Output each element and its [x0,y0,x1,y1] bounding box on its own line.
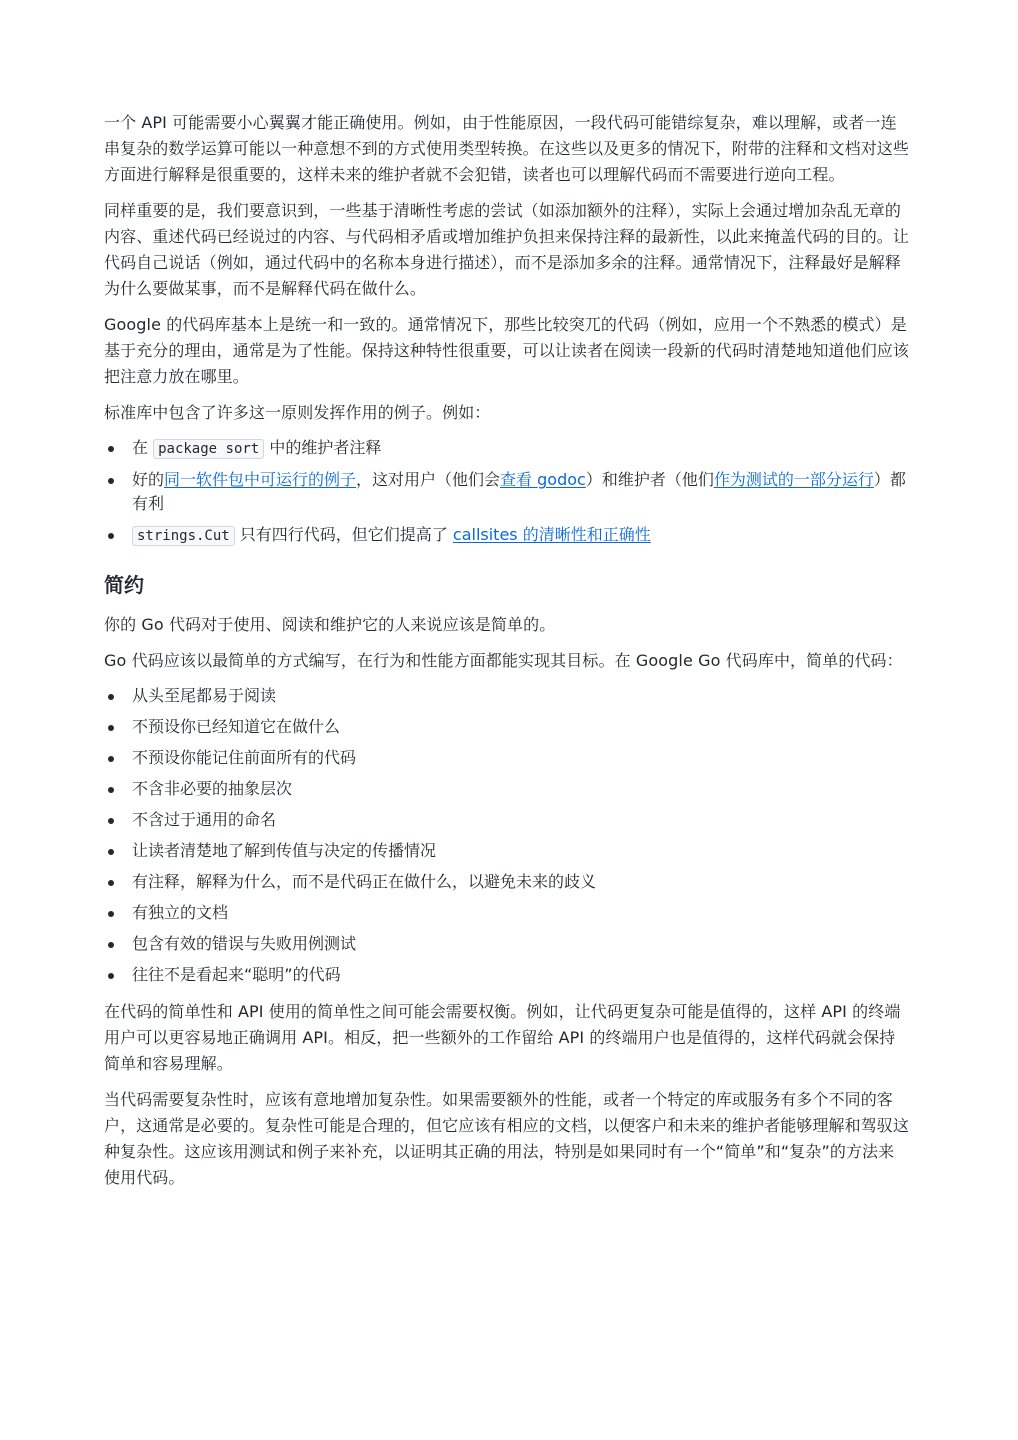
item-text-mid: 只有四行代码，但它们提高了 [234,525,453,544]
list-item-text: 从头至尾都易于阅读 [132,686,277,705]
bullet-icon [108,446,114,452]
section-heading-simplicity: 简约 [104,573,144,597]
list-item [132,523,910,548]
list-item [132,901,910,925]
list-item-text: 不含过于通用的命名 [132,810,277,829]
document-page [104,110,910,1201]
bullet-icon [108,725,114,731]
paragraph-clarity-comments: 同样重要的是，我们要意识到，一些基于清晰性考虑的尝试（如添加额外的注释），实际上会通过增加杂乱无章的内容、重述代码已经说过的内容、与代码相矛盾或增加维护负担来保持注释的最新性，以此来掩盖代码的目的。让代码自己说话（例如，通过代码中的名称本身进行描述），而不是添加多余的注释。通常情况下，注释最好是解释为什么要做某事，而不是解释代码在做什么。 [104,201,910,298]
run-as-test-link[interactable]: 作为测试的一部分运行 [713,470,874,489]
item-text-pre: 好的 [132,470,165,489]
paragraph-tradeoff: 在代码的简单性和 API 使用的简单性之间可能会需要权衡。例如，让代码更复杂可能是值得的，这样 API 的终端用户可以更容易地正确调用 API。相反，把一些额外的工作留给 API 的终端用户也是值得的，这样代码就会保持简单和容易理解。 [104,1002,901,1073]
item-text-mid: ，这对用户（他们会 [356,470,501,489]
bullet-icon [108,787,114,793]
paragraph-api-care: 一个 API 可能需要小心翼翼才能正确使用。例如，由于性能原因，一段代码可能错综复杂，难以理解，或者一连串复杂的数学运算可能以一种意想不到的方式使用类型转换。在这些以及更多的情况下，附带的注释和文档对这些方面进行解释是很重要的，这样未来的维护者就不会犯错，读者也可以理解代码而不需要进行逆向工程。 [104,113,910,184]
list-item-text: 往往不是看起来“聪明”的代码 [132,965,341,984]
item-text-pre: 在 [132,438,154,457]
paragraph-google-codebase: Google 的代码库基本上是统一和一致的。通常情况下，那些比较突兀的代码（例如，应用一个不熟悉的模式）是基于充分的理由，通常是为了性能。保持这种特性很重要，可以让读者在阅读一段新的代码时清楚地知道他们应该把注意力放在哪里。 [104,315,910,386]
bullet-icon [108,880,114,886]
item-text-post: 中的维护者注释 [264,438,382,457]
bullet-icon [108,973,114,979]
bullet-icon [108,694,114,700]
paragraph-simple-code-intro: Go 代码应该以最简单的方式编写，在行为和性能方面都能实现其目标。在 Google Go 代码库中，简单的代码： [104,651,903,670]
bullet-icon [108,942,114,948]
list-item-text: 包含有效的错误与失败用例测试 [132,934,357,953]
callsites-link[interactable]: callsites 的清晰性和正确性 [452,525,651,544]
inline-code: package sort [153,439,264,459]
bullet-icon [108,756,114,762]
list-item-text: 有独立的文档 [132,903,229,922]
list-item-text: 不含非必要的抽象层次 [132,779,293,798]
runnable-examples-link[interactable]: 同一软件包中可运行的例子 [164,470,357,489]
list-item [132,746,910,770]
list-item [132,468,910,516]
examples-list [104,436,910,548]
simple-code-list [104,684,910,987]
godoc-link[interactable]: 查看 godoc [500,470,586,489]
list-item-text: 不预设你已经知道它在做什么 [132,717,341,736]
paragraph-complexity: 当代码需要复杂性时，应该有意地增加复杂性。如果需要额外的性能，或者一个特定的库或服务有多个不同的客户，这通常是必要的。复杂性可能是合理的，但它应该有相应的文档，以便客户和未来的维护者能够理解和驾驭这种复杂性。这应该用测试和例子来补充，以证明其正确的用法，特别是如果同时有一个“简单”和“复杂”的方法来使用代码。 [104,1090,910,1187]
list-item-text: 让读者清楚地了解到传值与决定的传播情况 [132,841,437,860]
paragraph-stdlib-examples: 标准库中包含了许多这一原则发挥作用的例子。例如： [104,403,491,422]
list-item [132,870,910,894]
list-item [132,715,910,739]
item-text-post: ）都有利 [132,470,906,513]
paragraph-simple-go: 你的 Go 代码对于使用、阅读和维护它的人来说应该是简单的。 [104,615,556,634]
bullet-icon [108,818,114,824]
bullet-icon [108,849,114,855]
list-item [132,684,910,708]
list-item-text: 有注释，解释为什么，而不是代码正在做什么，以避免未来的歧义 [132,872,597,891]
list-item [132,436,910,461]
list-item [132,963,910,987]
list-item [132,808,910,832]
item-text-mid: ）和维护者（他们 [585,470,714,489]
bullet-icon [108,533,114,539]
inline-code: strings.Cut [132,526,235,546]
list-item [132,932,910,956]
list-item [132,777,910,801]
list-item [132,839,910,863]
bullet-icon [108,478,114,484]
list-item-text: 不预设你能记住前面所有的代码 [132,748,357,767]
bullet-icon [108,911,114,917]
